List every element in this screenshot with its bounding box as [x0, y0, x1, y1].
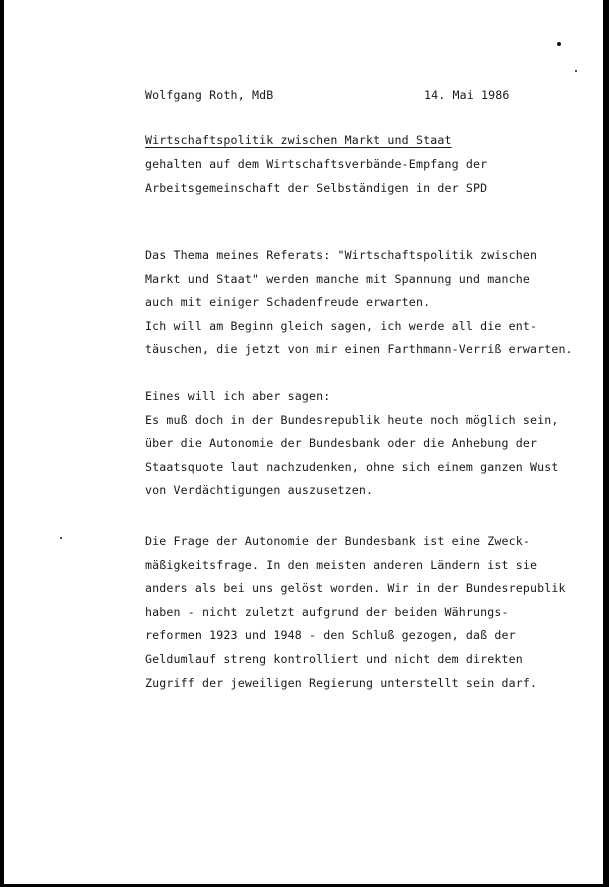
paragraph-line: Zugriff der jeweiligen Regierung unterstellt sein darf. — [145, 675, 538, 690]
paragraph-2 — [145, 385, 559, 503]
paragraph-line: Das Thema meines Referats: "Wirtschaftspolitik zwischen — [145, 248, 538, 262]
speech-title: Wirtschaftspolitik zwischen Markt und Staat — [145, 133, 452, 147]
paragraph-line: mäßigkeitsfrage. In den meisten anderen Ländern ist sie — [145, 557, 538, 572]
paragraph-line: von Verdächtigungen auszusetzen. — [145, 483, 374, 498]
subtitle-line-2: Arbeitsgemeinschaft der Selbständigen in der SPD — [145, 181, 488, 195]
paragraph-line: Eines will ich aber sagen: — [145, 389, 331, 403]
paragraph-line: Markt und Staat" werden manche mit Spannung und manche — [145, 271, 531, 286]
paragraph-line: haben - nicht zuletzt aufgrund der beiden Währungs- — [145, 604, 509, 619]
paragraph-3 — [145, 530, 566, 695]
paragraph-line: täuschen, die jetzt von mir einen Farthmann-Verriß erwarten. — [145, 342, 573, 357]
author-line: Wolfgang Roth, MdB — [145, 88, 274, 102]
paragraph-line: über die Autonomie der Bundesbank oder die Anhebung der — [145, 436, 538, 451]
paragraph-1 — [145, 244, 573, 362]
paragraph-line: Staatsquote laut nachzudenken, ohne sich einem ganzen Wust — [145, 459, 559, 474]
paragraph-line: Die Frage der Autonomie der Bundesbank ist eine Zweck- — [145, 534, 531, 548]
date-line: 14. Mai 1986 — [424, 88, 510, 102]
paragraph-line: Es muß doch in der Bundesrepublik heute noch möglich sein, — [145, 412, 559, 427]
paragraph-line: anders als bei uns gelöst worden. Wir in der Bundesrepublik — [145, 581, 566, 596]
document-page — [4, 0, 603, 884]
paragraph-line: Geldumlauf streng kontrolliert und nicht dem direkten — [145, 651, 523, 666]
subtitle-line-1: gehalten auf dem Wirtschaftsverbände-Empfang der — [145, 157, 488, 171]
scan-speck — [575, 70, 577, 72]
paragraph-line: Ich will am Beginn gleich sagen, ich werde all die ent- — [145, 318, 538, 333]
scan-speck — [557, 42, 561, 46]
paragraph-line: auch mit einiger Schadenfreude erwarten. — [145, 295, 431, 310]
scan-speck — [60, 537, 62, 539]
paragraph-line: reformen 1923 und 1948 - den Schluß gezogen, daß der — [145, 628, 516, 643]
